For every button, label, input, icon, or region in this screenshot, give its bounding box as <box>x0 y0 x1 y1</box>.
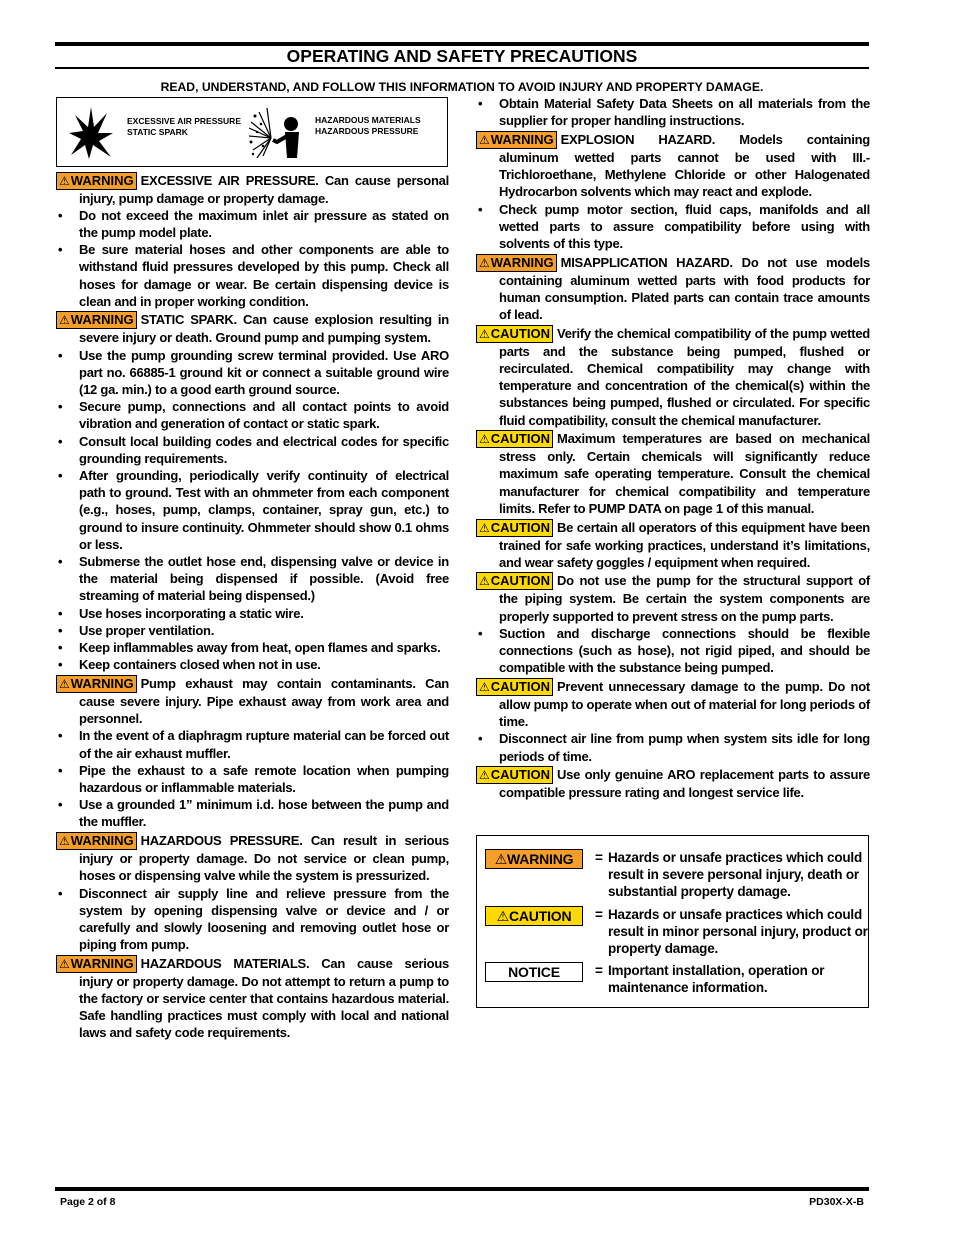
warning-tag: ⚠WARNING <box>56 172 137 190</box>
list-item: • In the event of a diaphragm rupture material can be forced out of the air exhaust muffler. <box>56 727 449 761</box>
list-item: • Keep containers closed when not in use. <box>56 656 449 673</box>
document-id: PD30X-X-B <box>809 1196 864 1208</box>
warning-block: ⚠WARNING MISAPPLICATION HAZARD. Do not use models containing aluminum wetted parts with food products for human consumption. Plated parts can contain trace amounts of lead. <box>476 254 870 324</box>
legend-box <box>476 835 869 1008</box>
warning-tag: ⚠WARNING <box>56 832 137 850</box>
caution-tag: ⚠CAUTION <box>476 678 553 696</box>
list-item: • Disconnect air supply line and relieve pressure from the system by opening dispensing valve or device and / or carefully and slowly loosening and removing outlet hose or piping from pump. <box>56 885 449 954</box>
caution-block: ⚠CAUTION Be certain all operators of this equipment have been trained for safe working practices, understand it’s limitations, and wear safety goggles / equipment when required. <box>476 519 870 571</box>
icon-label-hazardous-pressure: HAZARDOUS PRESSURE <box>315 126 419 136</box>
caution-tag: ⚠CAUTION <box>476 572 553 590</box>
list-item: • Suction and discharge connections should be flexible connections (such as hose), not rigid piped, and should be compatible with the substance being pumped. <box>476 625 870 677</box>
equals-sign: = <box>595 963 603 978</box>
warning-tag: ⚠WARNING <box>56 955 137 973</box>
list-item: • After grounding, periodically verify continuity of electrical path to ground. Test with an ohmmeter from each component (e.g., hoses, pump, clamps, container, spray gun, etc.) to ground to insure continuity. Ohmmeter should show 0.1 ohms or less. <box>56 467 449 553</box>
caution-tag: ⚠CAUTION <box>476 325 553 343</box>
legend-caution-text: Hazards or unsafe practices which could result in minor personal injury, product or property damage. <box>608 907 868 956</box>
warning-triangle-icon: ⚠ <box>59 173 70 188</box>
caution-triangle-icon: ⚠ <box>479 326 490 341</box>
page-title: OPERATING AND SAFETY PRECAUTIONS <box>286 46 638 66</box>
warning-block: ⚠WARNING HAZARDOUS MATERIALS. Can cause serious injury or property damage. Do not attempt to return a pump to the factory or service center that contains hazardous material. Safe handling practices must comply with local and national laws and safety code requirements. <box>56 955 449 1042</box>
legend-notice-text: Important installation, operation or maintenance information. <box>608 963 825 995</box>
warning-triangle-icon: ⚠ <box>59 313 70 328</box>
warning-block: ⚠WARNING HAZARDOUS PRESSURE. Can result in serious injury or property damage. Do not service or clean pump, hoses or dispensing valve while the system is pressurized. <box>56 832 449 884</box>
list-item: • Disconnect air line from pump when system sits idle for long periods of time. <box>476 730 870 764</box>
warning-tag: ⚠WARNING <box>56 675 137 693</box>
right-column <box>476 95 870 802</box>
warning-block: ⚠WARNING EXPLOSION HAZARD. Models containing aluminum wetted parts cannot be used with III.-Trichloroethane, Methylene Chloride or other Halogenated Hydrocarbon solvents which may react and explode. <box>476 131 870 201</box>
caution-tag: ⚠CAUTION <box>476 766 553 784</box>
hazardous-spray-icon <box>247 102 303 160</box>
warning-triangle-icon: ⚠ <box>59 676 70 691</box>
list-item: • Submerse the outlet hose end, dispensing valve or device in the material being dispensed if possible. (Avoid free streaming of material being dispensed.) <box>56 553 449 605</box>
legend-notice-tag: NOTICE <box>485 962 583 982</box>
page-number: Page 2 of 8 <box>60 1196 116 1208</box>
warning-triangle-icon: ⚠ <box>494 851 508 867</box>
list-item: • Consult local building codes and electrical codes for specific grounding requirements. <box>56 433 449 467</box>
warning-tag: ⚠WARNING <box>56 311 137 329</box>
caution-block: ⚠CAUTION Do not use the pump for the structural support of the piping system. Be certain the system components are properly supported to prevent stress on the pump parts. <box>476 572 870 624</box>
hazard-icon-box <box>56 97 448 167</box>
legend-caution-tag: ⚠CAUTION <box>485 906 583 926</box>
caution-tag: ⚠CAUTION <box>476 519 553 537</box>
list-item: • Check pump motor section, fluid caps, manifolds and all wetted parts to assure compatibility before using with solvents of this type. <box>476 201 870 253</box>
warning-tag: ⚠WARNING <box>476 131 557 149</box>
equals-sign: = <box>595 850 603 865</box>
warning-tag: ⚠WARNING <box>476 254 557 272</box>
list-item: • Obtain Material Safety Data Sheets on all materials from the supplier for proper handling instructions. <box>476 95 870 129</box>
list-item: • Be sure material hoses and other components are able to withstand fluid pressures developed by this pump. Check all hoses for damage or wear. Be certain dispensing device is clean and in proper working condition. <box>56 241 449 310</box>
caution-block: ⚠CAUTION Prevent unnecessary damage to the pump. Do not allow pump to operate when out of material for long periods of time. <box>476 678 870 730</box>
warning-block: ⚠WARNING EXCESSIVE AIR PRESSURE. Can cause personal injury, pump damage or property damage. <box>56 172 449 207</box>
list-item: • Secure pump, connections and all contact points to avoid vibration and generation of contact or static spark. <box>56 398 449 432</box>
intro-text: READ, UNDERSTAND, AND FOLLOW THIS INFORMATION TO AVOID INJURY AND PROPERTY DAMAGE. <box>160 80 764 94</box>
list-item: • Do not exceed the maximum inlet air pressure as stated on the pump model plate. <box>56 207 449 241</box>
warning-triangle-icon: ⚠ <box>59 834 70 849</box>
caution-triangle-icon: ⚠ <box>479 520 490 535</box>
list-item: • Keep inflammables away from heat, open flames and sparks. <box>56 639 449 656</box>
warning-block: ⚠WARNING STATIC SPARK. Can cause explosion resulting in severe injury or death. Ground pump and pumping system. <box>56 311 449 346</box>
warning-triangle-icon: ⚠ <box>479 255 490 270</box>
list-item: • Use the pump grounding screw terminal provided. Use ARO part no. 66885-1 ground kit or connect a suitable ground wire (12 ga. min.) to a good earth ground source. <box>56 347 449 399</box>
bottom-rule <box>55 1187 869 1191</box>
icon-label-hazardous-materials: HAZARDOUS MATERIALS <box>315 115 421 125</box>
left-column <box>56 170 449 1042</box>
caution-triangle-icon: ⚠ <box>479 574 490 589</box>
caution-triangle-icon: ⚠ <box>496 908 509 924</box>
caution-tag: ⚠CAUTION <box>476 430 553 448</box>
list-item: • Use proper ventilation. <box>56 622 449 639</box>
icon-label-excessive-air: EXCESSIVE AIR PRESSURE <box>127 116 241 126</box>
caution-block: ⚠CAUTION Verify the chemical compatibility of the pump wetted parts and the substance being pumped, flushed or recirculated. Chemical compatibility may change with temperature and concentration of the chemical(s) within the substances being pumped, flushed or circulated. For specific fluid compatibility, consult the chemical manufacturer. <box>476 325 870 429</box>
legend-warning-tag: ⚠WARNING <box>485 849 583 869</box>
list-item: • Pipe the exhaust to a safe remote location when pumping hazardous or inflammable materials. <box>56 762 449 796</box>
caution-triangle-icon: ⚠ <box>479 768 490 783</box>
caution-triangle-icon: ⚠ <box>479 679 490 694</box>
legend-warning-text: Hazards or unsafe practices which could result in severe personal injury, death or substantial property damage. <box>608 850 863 899</box>
warning-triangle-icon: ⚠ <box>479 132 490 147</box>
explosion-icon <box>67 103 115 161</box>
list-item: • Use hoses incorporating a static wire. <box>56 605 449 622</box>
warning-triangle-icon: ⚠ <box>59 956 70 971</box>
equals-sign: = <box>595 907 603 922</box>
icon-label-static-spark: STATIC SPARK <box>127 127 188 137</box>
caution-block: ⚠CAUTION Use only genuine ARO replacement parts to assure compatible pressure rating and longest service life. <box>476 766 870 801</box>
title-rule <box>55 67 869 69</box>
caution-triangle-icon: ⚠ <box>479 432 490 447</box>
caution-block: ⚠CAUTION Maximum temperatures are based on mechanical stress only. Certain chemicals will significantly reduce maximum safe operating temperature. Consult the chemical manufacturer for chemical compatibility and temperature limits. Refer to PUMP DATA on page 1 of this manual. <box>476 430 870 517</box>
list-item: • Use a grounded 1” minimum i.d. hose between the pump and the muffler. <box>56 796 449 830</box>
warning-block: ⚠WARNING Pump exhaust may contain contaminants. Can cause severe injury. Pipe exhaust away from work area and personnel. <box>56 675 449 727</box>
